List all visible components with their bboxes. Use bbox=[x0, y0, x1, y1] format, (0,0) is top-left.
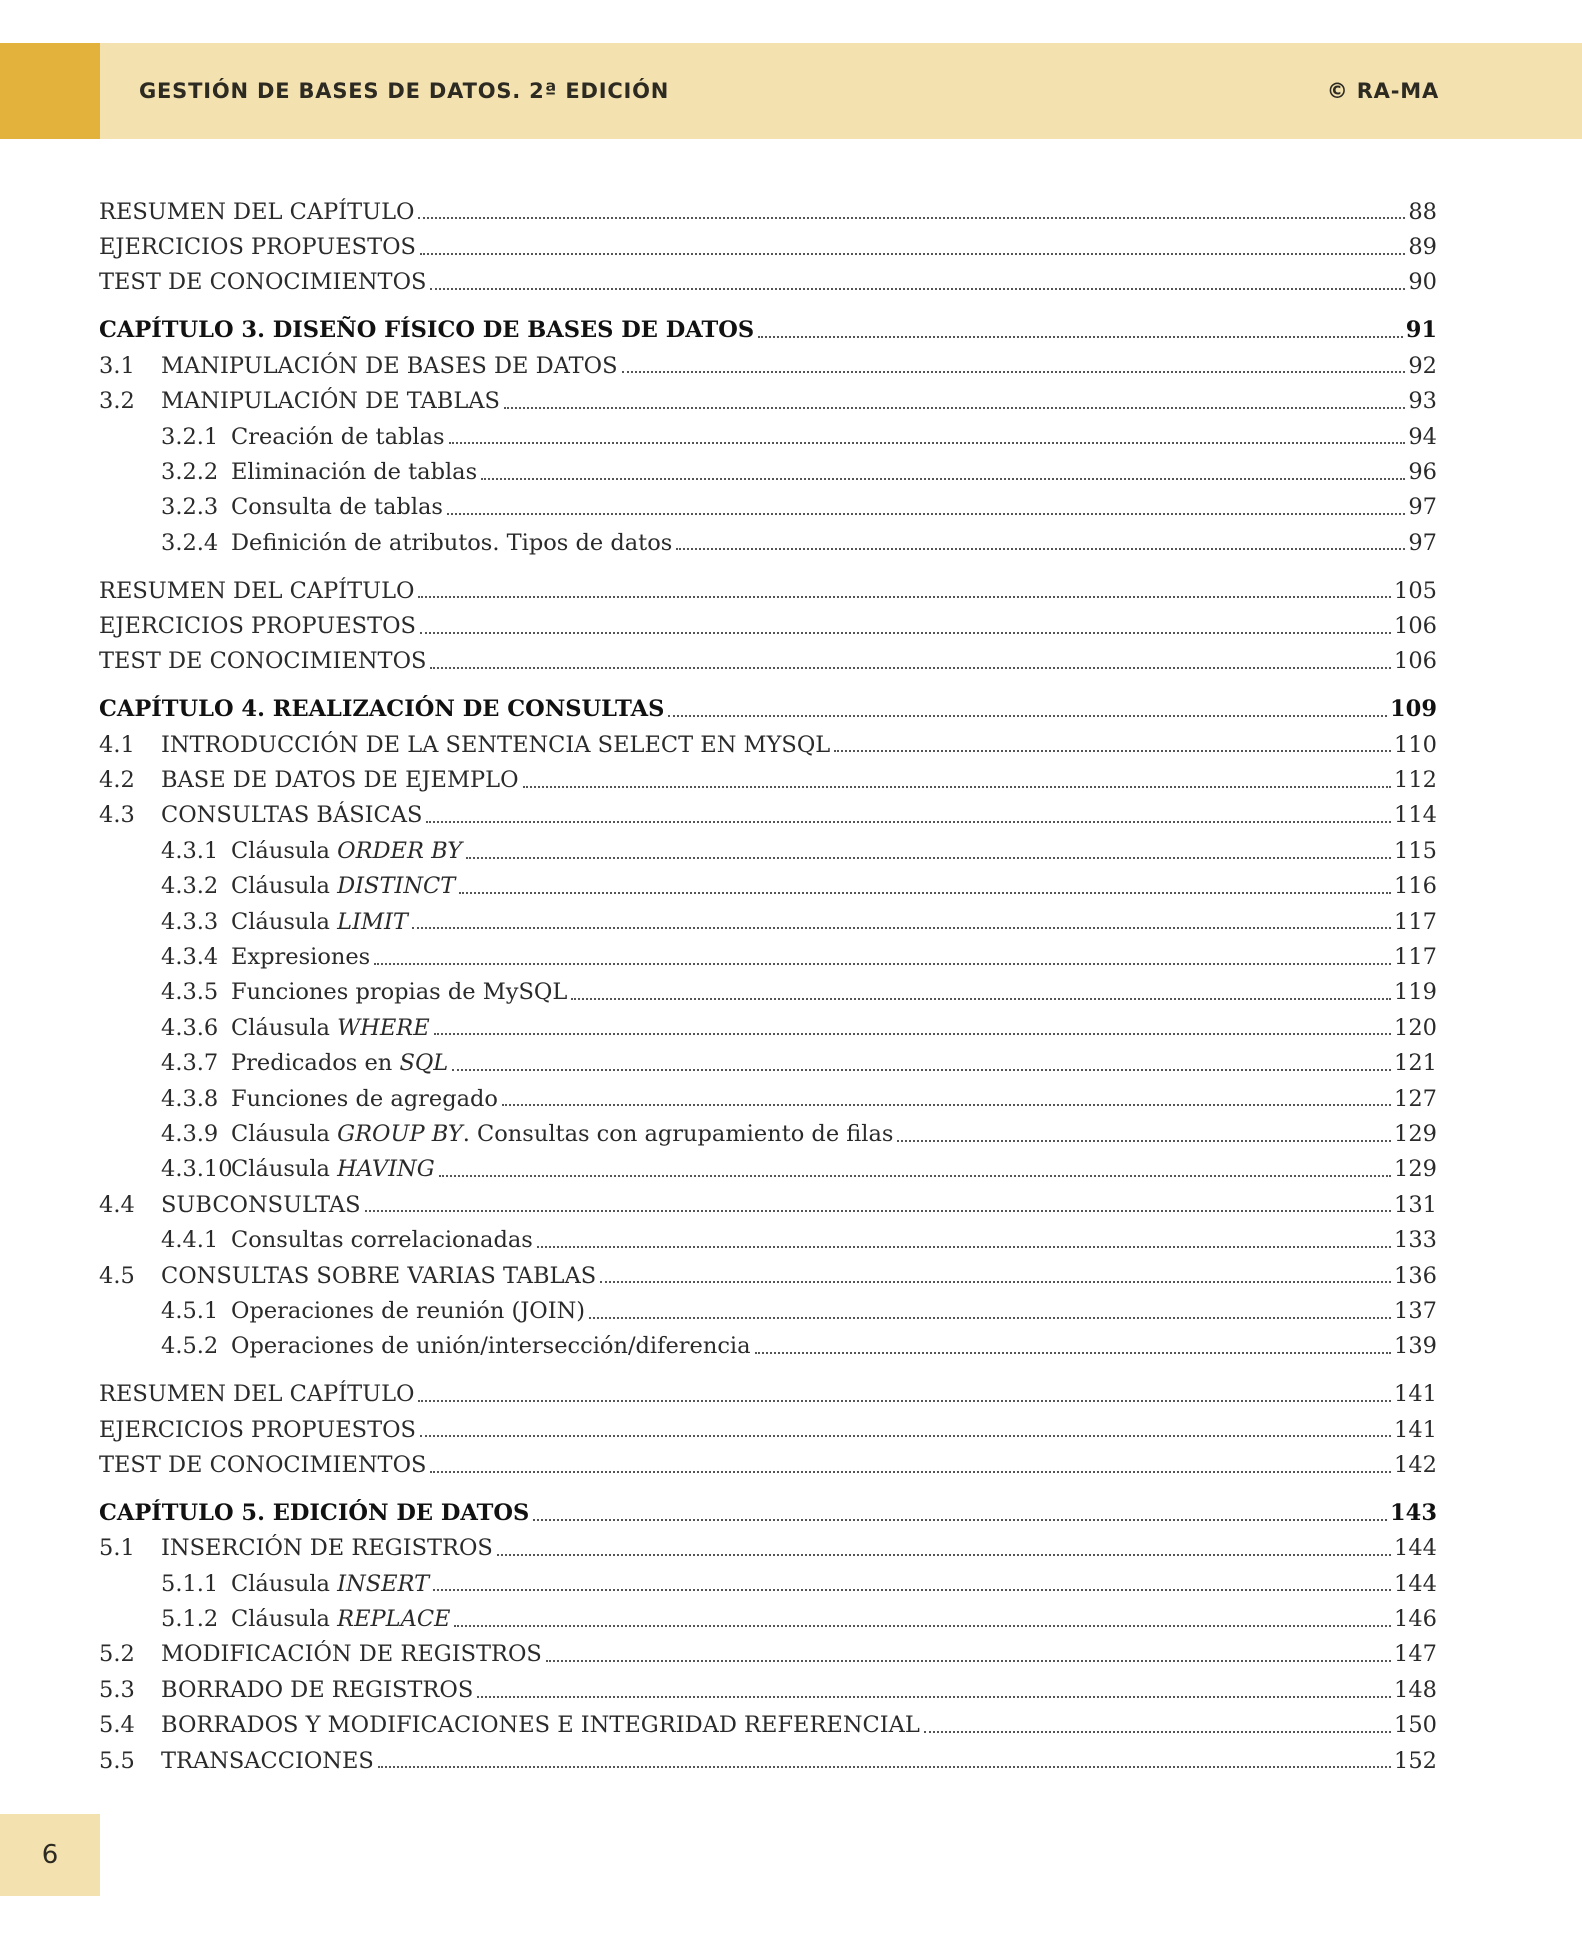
toc-entry bbox=[99, 869, 1437, 904]
toc-entry bbox=[99, 1412, 1437, 1447]
toc-entry-page: 144 bbox=[1394, 1535, 1437, 1562]
toc-entry bbox=[99, 1045, 1437, 1080]
toc-entry bbox=[99, 1601, 1437, 1636]
toc-entry-title-text: Funciones de agregado bbox=[231, 1085, 498, 1112]
toc-entry-page: 106 bbox=[1394, 612, 1437, 639]
toc-entry-keyword: WHERE bbox=[337, 1014, 430, 1041]
toc-entry-page: 133 bbox=[1394, 1227, 1437, 1254]
toc-chapter-entry bbox=[99, 692, 1437, 727]
toc-entry-page: 141 bbox=[1394, 1381, 1437, 1408]
toc-entry-title-text: TEST DE CONOCIMIENTOS bbox=[99, 648, 427, 675]
toc-entry-title-text: CONSULTAS BÁSICAS bbox=[161, 802, 423, 829]
toc-entry-number: 5.2 bbox=[99, 1641, 135, 1668]
toc-entry-title-text: BORRADOS Y MODIFICACIONES E INTEGRIDAD REFERENCIAL bbox=[161, 1712, 920, 1739]
toc-entry-title-text: RESUMEN DEL CAPÍTULO bbox=[99, 1381, 415, 1408]
toc-entry-number: 4.3.3 bbox=[161, 908, 219, 935]
toc-entry-page: 142 bbox=[1394, 1451, 1437, 1478]
toc-entry-title-text: MANIPULACIÓN DE BASES DE DATOS bbox=[161, 352, 618, 379]
dot-leader bbox=[434, 1033, 1391, 1035]
toc-entry-page: 117 bbox=[1394, 908, 1437, 935]
toc-entry-title bbox=[231, 1121, 893, 1147]
toc-entry-page: 141 bbox=[1394, 1416, 1437, 1443]
toc-entry-title bbox=[231, 1606, 450, 1632]
toc-entry-title bbox=[99, 317, 754, 343]
toc-entry-keyword: SQL bbox=[399, 1050, 449, 1077]
toc-entry-page: 112 bbox=[1394, 767, 1437, 794]
toc-entry-page: 116 bbox=[1394, 873, 1437, 900]
toc-entry-title bbox=[161, 1263, 596, 1289]
toc-entry bbox=[99, 1010, 1437, 1045]
dot-leader bbox=[622, 371, 1406, 373]
dot-leader bbox=[378, 1766, 1391, 1768]
toc-entry-title-text: Cláusula bbox=[231, 873, 330, 900]
toc-entry bbox=[99, 727, 1437, 762]
toc-entry-number: 5.1.2 bbox=[161, 1606, 219, 1633]
toc-entry-page: 148 bbox=[1394, 1676, 1437, 1703]
dot-leader bbox=[834, 750, 1391, 752]
toc-entry bbox=[99, 1531, 1437, 1566]
book-title: GESTIÓN DE BASES DE DATOS. 2ª EDICIÓN bbox=[139, 79, 670, 103]
toc-entry-page: 129 bbox=[1394, 1156, 1437, 1183]
dot-leader bbox=[430, 1471, 1391, 1473]
toc-entry-number: 4.3.1 bbox=[161, 837, 219, 864]
toc-entry bbox=[99, 904, 1437, 939]
toc-entry-number: 5.1.1 bbox=[161, 1570, 219, 1597]
toc-entry-title bbox=[231, 530, 672, 556]
toc-entry-page: 90 bbox=[1408, 269, 1437, 296]
toc-entry-number: 3.2.3 bbox=[161, 494, 219, 521]
toc-entry-title bbox=[231, 1571, 429, 1597]
toc-entry-title-text: Creación de tablas bbox=[231, 423, 445, 450]
toc-entry-page: 106 bbox=[1394, 648, 1437, 675]
toc-entry-number: 4.3.2 bbox=[161, 873, 219, 900]
toc-entry-page: 109 bbox=[1390, 696, 1437, 723]
toc-entry-title-text: TEST DE CONOCIMIENTOS bbox=[99, 269, 427, 296]
dot-leader bbox=[459, 892, 1391, 894]
toc-entry-title bbox=[99, 613, 416, 639]
dot-leader bbox=[418, 596, 1391, 598]
dot-leader bbox=[533, 1519, 1387, 1521]
toc-entry-number: 5.5 bbox=[99, 1747, 135, 1774]
toc-entry-page: 121 bbox=[1394, 1050, 1437, 1077]
toc-entry-title-text: SUBCONSULTAS bbox=[161, 1191, 361, 1218]
dot-leader bbox=[420, 1435, 1391, 1437]
toc-entry bbox=[99, 1708, 1437, 1743]
toc-entry-title-text: Consultas correlacionadas bbox=[231, 1227, 533, 1254]
toc-entry-page: 147 bbox=[1394, 1641, 1437, 1668]
dot-leader bbox=[523, 786, 1392, 788]
toc-entry-title bbox=[161, 388, 500, 414]
toc-entry-title-text: Predicados en bbox=[231, 1050, 393, 1077]
toc-entry bbox=[99, 454, 1437, 489]
toc-entry bbox=[99, 383, 1437, 418]
dot-leader bbox=[412, 927, 1391, 929]
toc-entry-title-text: RESUMEN DEL CAPÍTULO bbox=[99, 577, 415, 604]
toc-entry-title-text: MANIPULACIÓN DE TABLAS bbox=[161, 388, 500, 415]
toc-entry-title-text: EJERCICIOS PROPUESTOS bbox=[99, 612, 416, 639]
toc-entry-page: 139 bbox=[1394, 1333, 1437, 1360]
toc-entry-title-text: Cláusula bbox=[231, 1014, 330, 1041]
dot-leader bbox=[426, 821, 1391, 823]
toc-entry-page: 143 bbox=[1390, 1499, 1437, 1526]
toc-entry bbox=[99, 1566, 1437, 1601]
toc-entry bbox=[99, 1377, 1437, 1412]
dot-leader bbox=[418, 1400, 1391, 1402]
dot-leader bbox=[439, 1175, 1391, 1177]
toc-entry-title-text: Cláusula bbox=[231, 1570, 330, 1597]
toc-entry-title bbox=[161, 1712, 920, 1738]
dot-leader bbox=[374, 963, 1391, 965]
toc-entry bbox=[99, 348, 1437, 383]
toc-entry-title-text: MODIFICACIÓN DE REGISTROS bbox=[161, 1641, 542, 1668]
toc-entry-page: 91 bbox=[1405, 317, 1437, 344]
toc-entry-number: 3.2.1 bbox=[161, 423, 219, 450]
page-number-box bbox=[0, 1814, 100, 1896]
dot-leader bbox=[420, 632, 1391, 634]
toc-entry-page: 110 bbox=[1394, 731, 1437, 758]
toc-entry-number: 5.4 bbox=[99, 1712, 135, 1739]
toc-entry-title-text: Consulta de tablas bbox=[231, 494, 443, 521]
toc-entry-number: 4.4 bbox=[99, 1191, 135, 1218]
toc-entry-page: 144 bbox=[1394, 1570, 1437, 1597]
dot-leader bbox=[418, 217, 1405, 219]
toc-entry-title bbox=[161, 1677, 473, 1703]
toc-entry-title bbox=[231, 944, 370, 970]
toc-entry-page: 114 bbox=[1394, 802, 1437, 829]
dot-leader bbox=[420, 253, 1405, 255]
toc-entry bbox=[99, 573, 1437, 608]
dot-leader bbox=[466, 857, 1391, 859]
toc-entry-page: 94 bbox=[1408, 423, 1437, 450]
toc-entry-title-text: BASE DE DATOS DE EJEMPLO bbox=[161, 767, 519, 794]
toc-entry-page: 117 bbox=[1394, 944, 1437, 970]
toc-entry-title bbox=[231, 1015, 430, 1041]
toc-entry-keyword: REPLACE bbox=[337, 1606, 451, 1633]
toc-entry-keyword: INSERT bbox=[337, 1570, 430, 1597]
dot-leader bbox=[897, 1140, 1391, 1142]
toc-entry-page: 120 bbox=[1394, 1014, 1437, 1041]
toc-entry-page: 136 bbox=[1394, 1262, 1437, 1289]
dot-leader bbox=[433, 1589, 1391, 1591]
toc-entry-number: 3.1 bbox=[99, 352, 135, 379]
dot-leader bbox=[537, 1246, 1391, 1248]
dot-leader bbox=[571, 998, 1391, 1000]
toc-entry-title bbox=[161, 1192, 361, 1218]
toc-entry-title-suffix: . Consultas con agrupamiento de filas bbox=[462, 1120, 894, 1147]
toc-entry-title-text: RESUMEN DEL CAPÍTULO bbox=[99, 198, 415, 225]
toc-entry-number: 4.3.7 bbox=[161, 1050, 219, 1077]
toc-entry-title-text: Funciones propias de MySQL bbox=[231, 979, 568, 1006]
dot-leader bbox=[668, 715, 1387, 717]
dot-leader bbox=[546, 1660, 1391, 1662]
toc-entry-title-text: TRANSACCIONES bbox=[161, 1747, 374, 1774]
toc-entry-title bbox=[231, 1298, 585, 1324]
toc-entry-title-text: CONSULTAS SOBRE VARIAS TABLAS bbox=[161, 1262, 597, 1289]
dot-leader bbox=[430, 667, 1391, 669]
toc-entry-title-text: BORRADO DE REGISTROS bbox=[161, 1676, 474, 1703]
toc-entry-keyword: DISTINCT bbox=[337, 873, 456, 900]
toc-entry-page: 88 bbox=[1408, 198, 1437, 225]
toc-entry-title bbox=[99, 269, 426, 295]
toc-entry-title bbox=[161, 353, 618, 379]
dot-leader bbox=[758, 336, 1403, 338]
toc-entry bbox=[99, 194, 1437, 229]
dot-leader bbox=[497, 1554, 1391, 1556]
toc-entry bbox=[99, 1258, 1437, 1293]
dot-leader bbox=[430, 288, 1405, 290]
toc-entry-number: 4.3.6 bbox=[161, 1014, 219, 1041]
toc-entry bbox=[99, 644, 1437, 679]
toc-entry-page: 152 bbox=[1394, 1747, 1437, 1774]
toc-entry-number: 3.2.2 bbox=[161, 458, 219, 485]
toc-entry-page: 131 bbox=[1394, 1191, 1437, 1218]
page-header bbox=[0, 43, 1582, 139]
toc-entry-page: 105 bbox=[1394, 577, 1437, 604]
toc-entry-title bbox=[231, 1086, 498, 1112]
toc-entry-number: 4.3.9 bbox=[161, 1120, 219, 1147]
dot-leader bbox=[454, 1625, 1391, 1627]
toc-entry-title-text: CAPÍTULO 4. REALIZACIÓN DE CONSULTAS bbox=[99, 696, 665, 723]
toc-entry-keyword: HAVING bbox=[337, 1156, 435, 1183]
toc-entry bbox=[99, 762, 1437, 797]
toc-entry-title bbox=[99, 1381, 414, 1407]
toc-entry-page: 92 bbox=[1408, 352, 1437, 379]
toc-entry-title bbox=[231, 909, 408, 935]
toc-entry-title bbox=[231, 424, 445, 450]
toc-entry bbox=[99, 1743, 1437, 1778]
toc-entry-page: 127 bbox=[1394, 1085, 1437, 1112]
toc-entry bbox=[99, 525, 1437, 560]
toc-entry-page: 93 bbox=[1408, 388, 1437, 415]
toc-entry-title bbox=[161, 1535, 493, 1561]
toc-entry-number: 3.2 bbox=[99, 388, 135, 415]
toc-entry-title-text: Cláusula bbox=[231, 908, 330, 935]
toc-entry bbox=[99, 1447, 1437, 1482]
toc-entry bbox=[99, 1152, 1437, 1187]
toc-entry bbox=[99, 490, 1437, 525]
toc-entry bbox=[99, 1081, 1437, 1116]
toc-entry-page: 115 bbox=[1394, 837, 1437, 864]
dot-leader bbox=[481, 478, 1405, 480]
page-number: 6 bbox=[41, 1840, 59, 1870]
toc-entry bbox=[99, 1293, 1437, 1328]
dot-leader bbox=[600, 1281, 1391, 1283]
toc-entry-title bbox=[99, 578, 414, 604]
toc-entry-page: 137 bbox=[1394, 1297, 1437, 1324]
toc-entry-title bbox=[99, 1417, 416, 1443]
toc-entry-title bbox=[161, 1748, 374, 1774]
toc-entry-title bbox=[161, 732, 830, 758]
toc-entry-title bbox=[99, 1452, 426, 1478]
toc-entry bbox=[99, 608, 1437, 643]
toc-entry-number: 4.3.4 bbox=[161, 944, 219, 970]
toc-entry-title-text: EJERCICIOS PROPUESTOS bbox=[99, 234, 416, 261]
toc-entry-title-text: Cláusula bbox=[231, 1120, 330, 1147]
toc-entry-number: 4.5 bbox=[99, 1262, 135, 1289]
toc-entry bbox=[99, 265, 1437, 300]
toc-entry-page: 129 bbox=[1394, 1120, 1437, 1147]
toc-entry-page: 146 bbox=[1394, 1606, 1437, 1633]
dot-leader bbox=[365, 1210, 1391, 1212]
toc-chapter-entry bbox=[99, 313, 1437, 348]
dot-leader bbox=[924, 1731, 1391, 1733]
dot-leader bbox=[589, 1317, 1391, 1319]
toc-entry bbox=[99, 798, 1437, 833]
toc-entry-title bbox=[231, 459, 477, 485]
toc-entry bbox=[99, 419, 1437, 454]
table-of-contents bbox=[99, 194, 1437, 1778]
publisher-mark: © RA-MA bbox=[1326, 79, 1439, 103]
toc-entry-title-text: Operaciones de reunión (JOIN) bbox=[231, 1297, 586, 1324]
toc-entry-title bbox=[231, 1227, 533, 1253]
toc-entry bbox=[99, 1329, 1437, 1364]
dot-leader bbox=[504, 407, 1405, 409]
toc-entry-title bbox=[99, 234, 416, 260]
toc-entry-number: 4.3 bbox=[99, 802, 135, 829]
toc-entry-page: 150 bbox=[1394, 1712, 1437, 1739]
toc-entry-title-text: Definición de atributos. Tipos de datos bbox=[231, 529, 673, 556]
toc-entry-number: 4.5.1 bbox=[161, 1297, 219, 1324]
toc-entry-title bbox=[99, 696, 664, 722]
toc-entry-title bbox=[99, 648, 426, 674]
toc-entry-number: 4.1 bbox=[99, 731, 135, 758]
toc-entry-title-text: Eliminación de tablas bbox=[231, 458, 478, 485]
toc-entry-number: 4.3.5 bbox=[161, 979, 219, 1006]
toc-entry bbox=[99, 1637, 1437, 1672]
toc-entry-keyword: LIMIT bbox=[337, 908, 408, 935]
toc-entry-page: 89 bbox=[1408, 234, 1437, 261]
toc-entry-title bbox=[99, 1500, 529, 1526]
toc-entry-number: 4.3.10 bbox=[161, 1156, 233, 1183]
toc-entry-number: 4.5.2 bbox=[161, 1333, 219, 1360]
toc-entry-title bbox=[161, 802, 422, 828]
dot-leader bbox=[452, 1069, 1391, 1071]
toc-entry bbox=[99, 833, 1437, 868]
toc-entry-title bbox=[161, 1641, 542, 1667]
toc-entry-keyword: GROUP BY bbox=[337, 1120, 463, 1147]
toc-entry-title bbox=[231, 1156, 435, 1182]
toc-entry-page: 97 bbox=[1408, 529, 1437, 556]
toc-entry-number: 4.2 bbox=[99, 767, 135, 794]
toc-entry bbox=[99, 975, 1437, 1010]
toc-entry-title-text: Operaciones de unión/intersección/diferencia bbox=[231, 1333, 751, 1360]
toc-entry bbox=[99, 1187, 1437, 1222]
toc-entry-title-text: TEST DE CONOCIMIENTOS bbox=[99, 1451, 427, 1478]
toc-entry-title-text: CAPÍTULO 3. DISEÑO FÍSICO DE BASES DE DATOS bbox=[99, 317, 755, 344]
toc-entry-title-text: EJERCICIOS PROPUESTOS bbox=[99, 1416, 416, 1443]
dot-leader bbox=[447, 513, 1405, 515]
toc-chapter-entry bbox=[99, 1495, 1437, 1530]
header-accent-block bbox=[0, 43, 100, 139]
toc-entry-title bbox=[161, 767, 519, 793]
toc-entry-title-text: INSERCIÓN DE REGISTROS bbox=[161, 1535, 493, 1562]
toc-entry-page: 119 bbox=[1394, 979, 1437, 1006]
toc-entry-page: 97 bbox=[1408, 494, 1437, 521]
toc-entry-title bbox=[231, 873, 455, 899]
toc-entry-number: 4.4.1 bbox=[161, 1227, 219, 1254]
dot-leader bbox=[676, 548, 1405, 550]
toc-entry-keyword: ORDER BY bbox=[337, 837, 463, 864]
toc-entry-title-text: Cláusula bbox=[231, 1156, 330, 1183]
toc-entry-page: 96 bbox=[1408, 458, 1437, 485]
toc-entry bbox=[99, 229, 1437, 264]
dot-leader bbox=[502, 1104, 1391, 1106]
toc-entry-title bbox=[231, 838, 462, 864]
dot-leader bbox=[477, 1696, 1391, 1698]
dot-leader bbox=[755, 1352, 1392, 1354]
toc-entry-title-text: Expresiones bbox=[231, 944, 371, 970]
toc-entry-title-text: INTRODUCCIÓN DE LA SENTENCIA SELECT EN MYSQL bbox=[161, 731, 831, 758]
toc-entry-title bbox=[231, 1333, 751, 1359]
toc-entry-title bbox=[231, 494, 443, 520]
toc-entry bbox=[99, 1672, 1437, 1707]
toc-entry bbox=[99, 1222, 1437, 1257]
toc-entry-title-text: Cláusula bbox=[231, 837, 330, 864]
toc-entry-title bbox=[231, 1050, 448, 1076]
dot-leader bbox=[449, 442, 1406, 444]
toc-entry-title-text: CAPÍTULO 5. EDICIÓN DE DATOS bbox=[99, 1499, 530, 1526]
toc-entry-number: 3.2.4 bbox=[161, 529, 219, 556]
toc-entry-title bbox=[231, 979, 567, 1005]
toc-entry-title bbox=[99, 199, 414, 225]
toc-entry bbox=[99, 939, 1437, 974]
toc-entry bbox=[99, 1116, 1437, 1151]
toc-entry-number: 5.3 bbox=[99, 1676, 135, 1703]
toc-entry-number: 4.3.8 bbox=[161, 1085, 219, 1112]
toc-entry-title-text: Cláusula bbox=[231, 1606, 330, 1633]
toc-entry-number: 5.1 bbox=[99, 1535, 135, 1562]
